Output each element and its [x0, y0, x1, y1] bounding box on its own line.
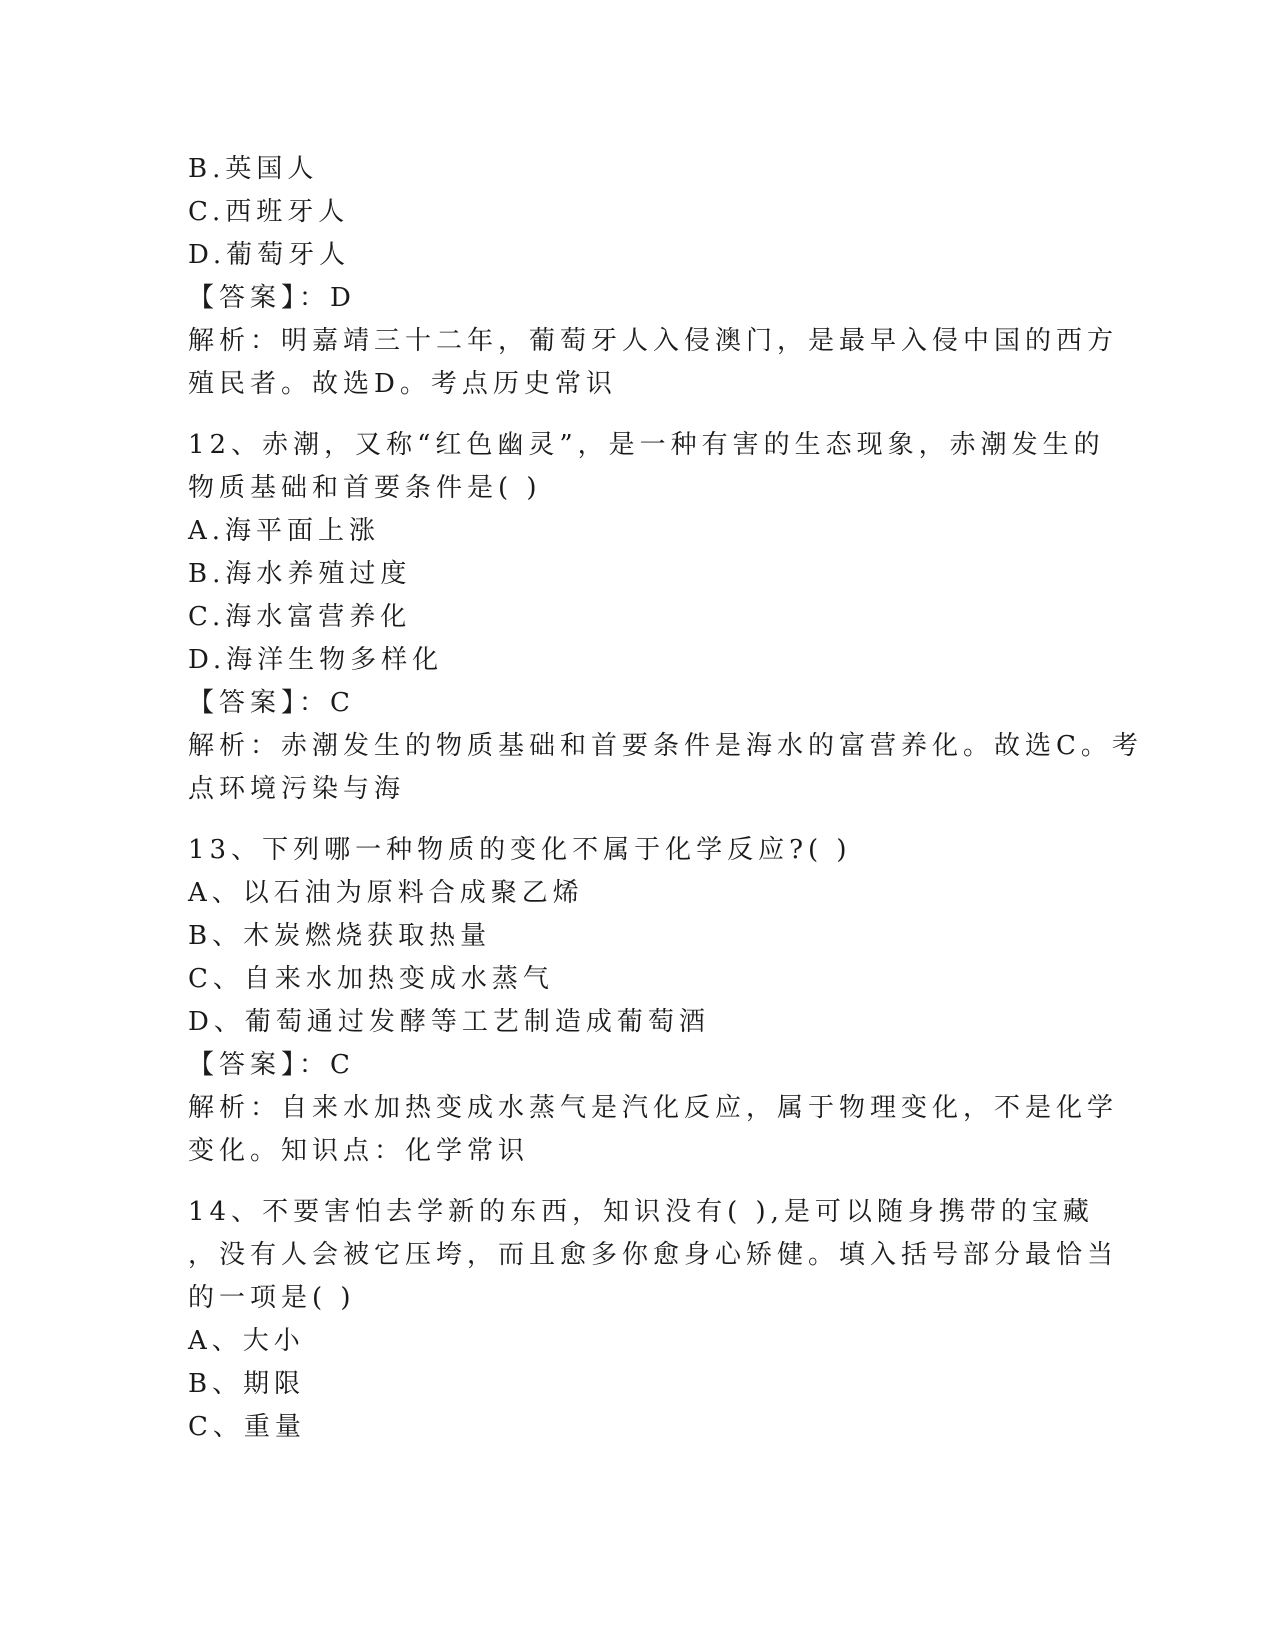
q14-option-a: A、大小 — [188, 1326, 305, 1356]
question-14-block — [188, 1191, 1119, 1449]
question-12-block — [188, 424, 1143, 811]
q14-question-line1: 14、不要害怕去学新的东西，知识没有( ),是可以随身携带的宝藏 — [188, 1197, 1094, 1227]
q12-question-line1: 12、赤潮，又称“红色幽灵”，是一种有害的生态现象，赤潮发生的 — [188, 430, 1105, 460]
document-page — [188, 148, 1143, 1449]
q12-option-c: C.海水富营养化 — [188, 602, 412, 632]
q14-question-line3: 的一项是( ) — [188, 1283, 356, 1313]
q14-question-line2: ，没有人会被它压垮，而且愈多你愈身心矫健。填入括号部分最恰当 — [188, 1240, 1119, 1270]
q13-option-a: A、以石油为原料合成聚乙烯 — [188, 878, 584, 908]
q11-option-b: B.英国人 — [188, 154, 319, 184]
q13-option-d: D、葡萄通过发酵等工艺制造成葡萄酒 — [188, 1007, 710, 1037]
question-13-block — [188, 829, 1119, 1173]
q13-question-line1: 13、下列哪一种物质的变化不属于化学反应?( ) — [188, 835, 852, 865]
q12-question-line2: 物质基础和首要条件是( ) — [188, 473, 542, 503]
q11-option-c: C.西班牙人 — [188, 197, 350, 227]
q11-analysis-line1: 解析：明嘉靖三十二年，葡萄牙人入侵澳门，是最早入侵中国的西方 — [188, 326, 1119, 356]
q13-option-b: B、木炭燃烧获取热量 — [188, 921, 492, 951]
q12-analysis-line1: 解析：赤潮发生的物质基础和首要条件是海水的富营养化。故选C。考 — [188, 731, 1143, 761]
question-11-block — [188, 148, 1119, 406]
q14-option-b: B、期限 — [188, 1369, 306, 1399]
q12-answer: 【答案】：C — [188, 688, 355, 718]
q12-option-d: D.海洋生物多样化 — [188, 645, 444, 675]
q13-analysis-line2: 变化。知识点：化学常识 — [188, 1136, 530, 1166]
q11-option-d: D.葡萄牙人 — [188, 240, 351, 270]
q11-answer: 【答案】：D — [188, 283, 356, 313]
q12-option-a: A.海平面上涨 — [188, 516, 381, 546]
q11-analysis-line2: 殖民者。故选D。考点历史常识 — [188, 369, 617, 399]
q13-analysis-line1: 解析：自来水加热变成水蒸气是汽化反应，属于物理变化，不是化学 — [188, 1093, 1119, 1123]
q13-option-c: C、自来水加热变成水蒸气 — [188, 964, 554, 994]
q12-option-b: B.海水养殖过度 — [188, 559, 412, 589]
q12-analysis-line2: 点环境污染与海 — [188, 774, 406, 804]
q13-answer: 【答案】：C — [188, 1050, 355, 1080]
q14-option-c: C、重量 — [188, 1412, 306, 1442]
